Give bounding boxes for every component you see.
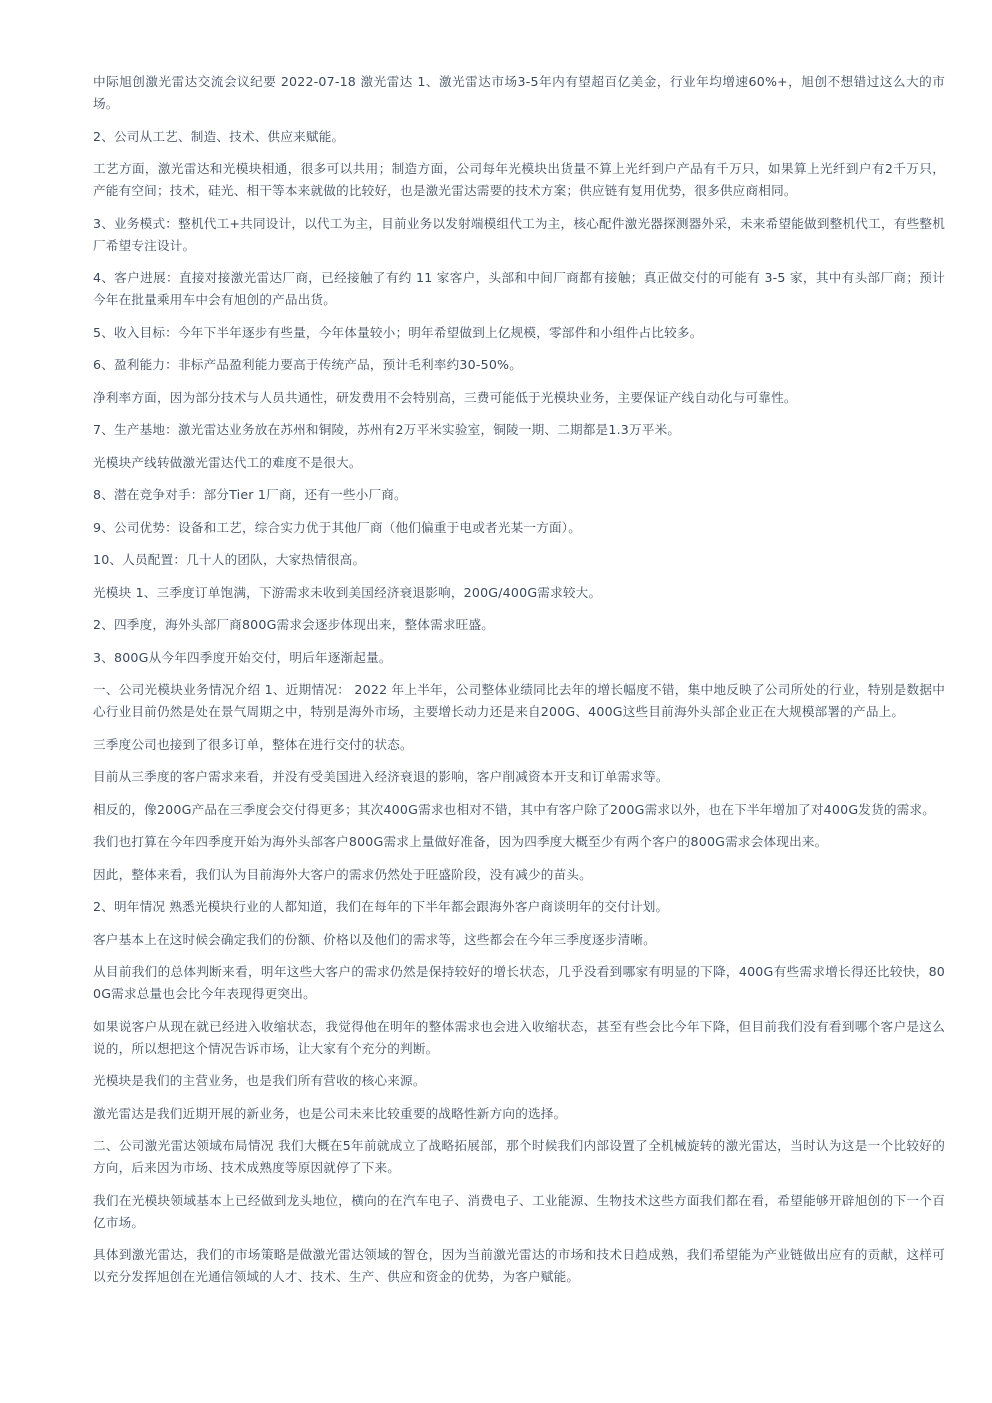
paragraph: 光模块产线转做激光雷达代工的难度不是很大。 [93,454,362,470]
paragraph: 目前从三季度的客户需求来看，并没有受美国进入经济衰退的影响，客户削减资本开支和订单需求等。 [93,769,669,784]
paragraph: 5、收入目标：今年下半年逐步有些量，今年体量较小；明年希望做到上亿规模，零部件和小组件占比较多。 [93,324,703,340]
paragraph: 中际旭创激光雷达交流会议纪要 2022-07-18 激光雷达 1、激光雷达市场3-5年内有望超百亿美金，行业年均增速60%+，旭创不想错过这么大的市场。 [93,74,945,111]
paragraph: 我们在光模块领域基本上已经做到龙头地位，横向的在汽车电子、消费电子、工业能源、生物技术这些方面我们都在看，希望能够开辟旭创的下一个百亿市场。 [93,1192,945,1230]
paragraph: 一、公司光模块业务情况介绍 1、近期情况： 2022 年上半年，公司整体业绩同比去年的增长幅度不错，集中地反映了公司所处的行业，特别是数据中心行业目前仍然是处在景气周期之中，特别是海外市场，主要增长动力还是来自200G、400G这些目前海外头部企业正在大规模部署的产品上。 [93,682,945,719]
paragraph: 光模块是我们的主营业务，也是我们所有营收的核心来源。 [93,1073,426,1088]
paragraph: 如果说客户从现在就已经进入收缩状态，我觉得他在明年的整体需求也会进入收缩状态，甚至有些会比今年下降，但目前我们没有看到哪个客户是这么说的，所以想把这个情况告诉市场，让大家有个充分的判断。 [93,1018,945,1056]
paragraph: 2、四季度，海外头部厂商800G需求会逐步体现出来，整体需求旺盛。 [93,617,495,632]
paragraph: 客户基本上在这时候会确定我们的份额、价格以及他们的需求等，这些都会在今年三季度逐步清晰。 [93,931,656,947]
paragraph: 从目前我们的总体判断来看，明年这些大客户的需求仍然是保持较好的增长状态，几乎没看到哪家有明显的下降，400G有些需求增长得还比较快，800G需求总量也会比今年表现得更突出。 [93,964,945,1001]
paragraph: 相反的，像200G产品在三季度会交付得更多；其次400G需求也相对不错，其中有客户除了200G需求以外，也在下半年增加了对400G发货的需求。 [93,801,936,817]
paragraph: 9、公司优势：设备和工艺，综合实力优于其他厂商（他们偏重于电或者光某一方面）。 [93,519,582,535]
paragraph: 因此，整体来看，我们认为目前海外大客户的需求仍然处于旺盛阶段，没有减少的苗头。 [93,866,592,882]
paragraph: 三季度公司也接到了很多订单，整体在进行交付的状态。 [93,736,413,752]
paragraph: 激光雷达是我们近期开展的新业务，也是公司未来比较重要的战略性新方向的选择。 [93,1105,567,1121]
paragraph: 具体到激光雷达，我们的市场策略是做激光雷达领域的智仓，因为当前激光雷达的市场和技术日趋成熟，我们希望能为产业链做出应有的贡献，这样可以充分发挥旭创在光通信领域的人才、技术、生产、供应和资金的优势，为客户赋能。 [93,1247,945,1284]
paragraph: 2、明年情况 熟悉光模块行业的人都知道，我们在每年的下半年都会跟海外客户商谈明年的交付计划。 [93,899,669,914]
document-body [93,71,945,1299]
paragraph: 3、800G从今年四季度开始交付，明后年逐渐起量。 [93,649,392,665]
paragraph: 8、潜在竞争对手：部分Tier 1厂商，还有一些小厂商。 [93,487,407,502]
paragraph: 工艺方面，激光雷达和光模块相通，很多可以共用；制造方面，公司每年光模块出货量不算上光纤到户产品有千万只，如果算上光纤到户有2千万只，产能有空间；技术，硅光、相干等本来就做的比较好，也是激光雷达需要的技术方案；供应链有复用优势，很多供应商相同。 [93,161,945,198]
paragraph: 光模块 1、三季度订单饱满，下游需求未收到美国经济衰退影响，200G/400G需求较大。 [93,584,602,600]
paragraph: 6、盈利能力：非标产品盈利能力要高于传统产品，预计毛利率约30-50%。 [93,357,522,372]
paragraph: 净利率方面，因为部分技术与人员共通性，研发费用不会特别高，三费可能低于光模块业务，主要保证产线自动化与可靠性。 [93,389,797,405]
paragraph: 10、人员配置：几十人的团队，大家热情很高。 [93,552,366,567]
paragraph: 2、公司从工艺、制造、技术、供应来赋能。 [93,128,345,144]
paragraph: 二、公司激光雷达领域布局情况 我们大概在5年前就成立了战略拓展部，那个时候我们内部设置了全机械旋转的激光雷达，当时认为这是一个比较好的方向，后来因为市场、技术成熟度等原因就停了下来。 [93,1138,945,1175]
paragraph: 4、客户进展：直接对接激光雷达厂商，已经接触了有约 11 家客户，头部和中间厂商都有接触；真正做交付的可能有 3-5 家，其中有头部厂商；预计今年在批量乘用车中会有旭创的产品出货。 [93,270,945,307]
paragraph: 7、生产基地：激光雷达业务放在苏州和铜陵，苏州有2万平米实验室，铜陵一期、二期都是1.3万平米。 [93,422,681,437]
paragraph: 我们也打算在今年四季度开始为海外头部客户800G需求上量做好准备，因为四季度大概至少有两个客户的800G需求会体现出来。 [93,834,828,849]
paragraph: 3、业务模式：整机代工+共同设计，以代工为主，目前业务以发射端模组代工为主，核心配件激光器探测器外采，未来希望能做到整机代工，有些整机厂希望专注设计。 [93,215,945,253]
